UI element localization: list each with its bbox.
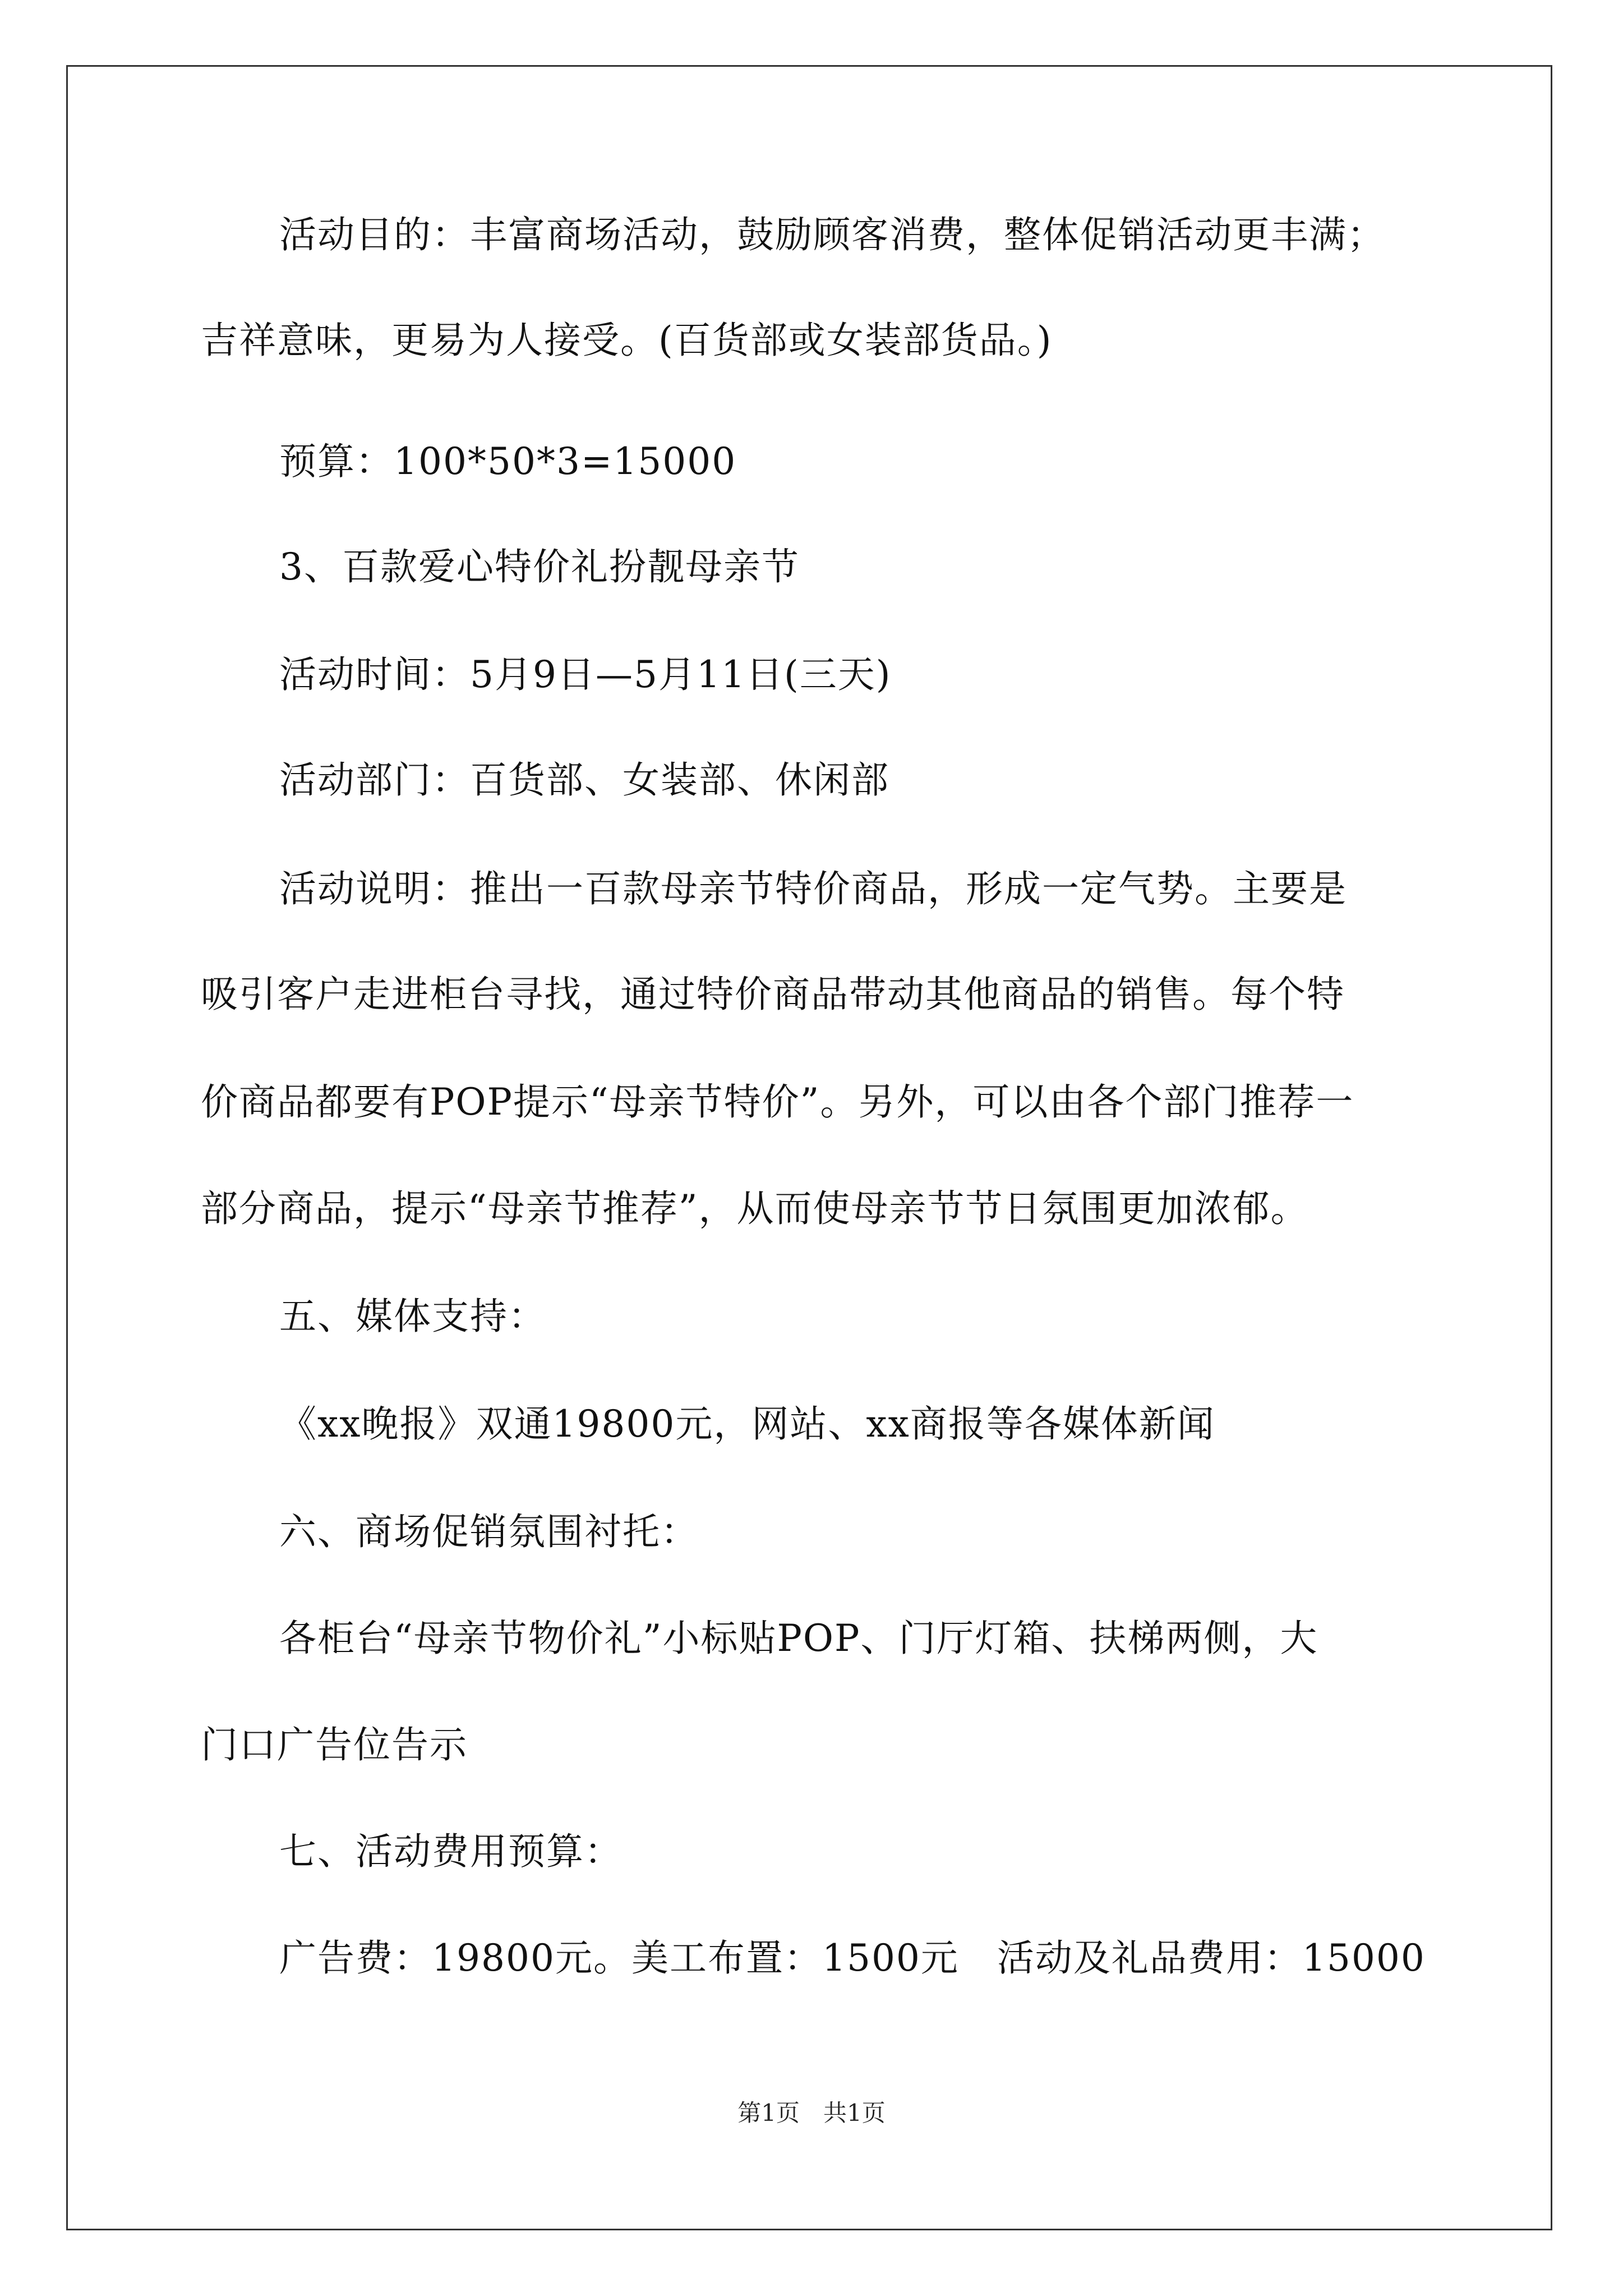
text-line: 预算：100*50*3=15000	[279, 440, 737, 483]
text-line: 吉祥意味，更易为人接受。(百货部或女装部货品。)	[201, 319, 1053, 362]
section-heading: 六、商场促销氛围衬托：	[279, 1510, 699, 1553]
page-number-footer: 第1页 共1页	[737, 2099, 886, 2127]
text-line: 活动时间：5月9日—5月11日(三天)	[279, 653, 892, 696]
section-heading: 七、活动费用预算：	[279, 1830, 623, 1873]
text-line: 《xx晚报》双通19800元，网站、xx商报等各媒体新闻	[279, 1402, 1215, 1446]
text-line: 价商品都要有POP提示“母亲节特价”。另外，可以由各个部门推荐一	[201, 1080, 1354, 1124]
text-line: 门口广告位告示	[201, 1723, 468, 1766]
section-heading: 3、百款爱心特价礼扮靓母亲节	[279, 545, 800, 588]
text-line: 活动说明：推出一百款母亲节特价商品，形成一定气势。主要是	[279, 867, 1347, 910]
section-heading: 五、媒体支持：	[279, 1295, 546, 1338]
text-line: 吸引客户走进柜台寻找，通过特价商品带动其他商品的销售。每个特	[201, 973, 1345, 1016]
text-line: 各柜台“母亲节物价礼”小标贴POP、门厅灯箱、扶梯两侧，大	[279, 1617, 1318, 1660]
text-line: 广告费：19800元。美工布置：1500元 活动及礼品费用：15000	[279, 1936, 1426, 1980]
text-line: 活动部门：百货部、女装部、休闲部	[279, 758, 889, 802]
text-line: 部分商品，提示“母亲节推荐”，从而使母亲节节日氛围更加浓郁。	[201, 1187, 1309, 1230]
text-line: 活动目的：丰富商场活动，鼓励顾客消费，整体促销活动更丰满；	[279, 213, 1385, 256]
page-border	[66, 65, 1552, 2230]
